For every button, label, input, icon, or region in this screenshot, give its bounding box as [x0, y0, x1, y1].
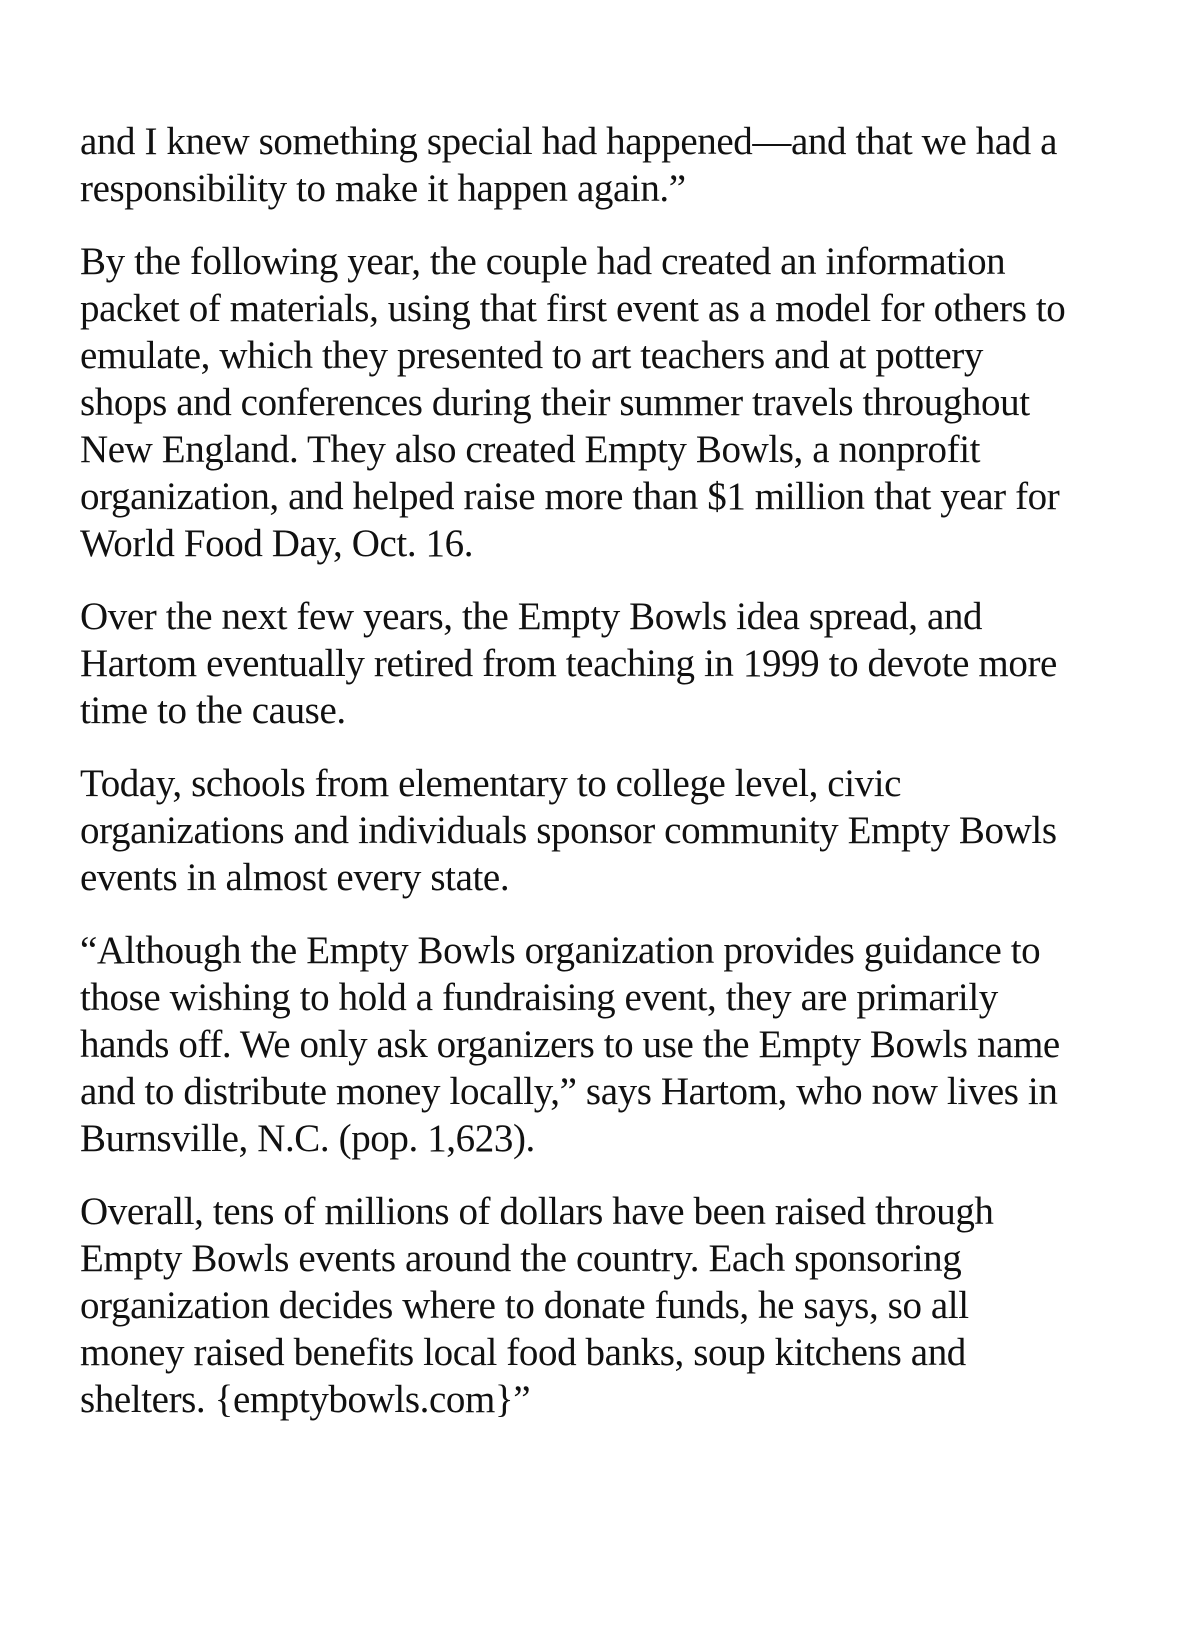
paragraph-2 [80, 238, 1140, 567]
paragraph-3 [80, 593, 1140, 734]
paragraph-1 [80, 118, 1140, 212]
text-line: Today, schools from elementary to college level, civic [80, 762, 902, 805]
text-line: shelters. {emptybowls.com}” [80, 1378, 531, 1421]
text-line: packet of materials, using that first event as a model for others to [80, 287, 1066, 330]
text-line: Burnsville, N.C. (pop. 1,623). [80, 1117, 535, 1160]
text-line: and to distribute money locally,” says Hartom, who now lives in [80, 1070, 1058, 1113]
text-line: organizations and individuals sponsor community Empty Bowls [80, 809, 1057, 852]
text-line: shops and conferences during their summer travels throughout [80, 381, 1030, 424]
text-line: Over the next few years, the Empty Bowls idea spread, and [80, 595, 983, 638]
text-line: New England. They also created Empty Bowls, a nonprofit [80, 428, 981, 471]
text-line: time to the cause. [80, 689, 346, 732]
text-line: emulate, which they presented to art teachers and at pottery [80, 334, 983, 377]
text-line: Empty Bowls events around the country. Each sponsoring [80, 1237, 962, 1280]
document-page [80, 118, 1140, 1449]
paragraph-5-quote [80, 927, 1140, 1162]
text-line: organization, and helped raise more than $1 million that year for [80, 475, 1060, 518]
text-line: responsibility to make it happen again.” [80, 167, 686, 210]
text-line: organization decides where to donate funds, he says, so all [80, 1284, 969, 1327]
text-line: and I knew something special had happened—and that we had a [80, 120, 1058, 163]
text-line: money raised benefits local food banks, soup kitchens and [80, 1331, 966, 1374]
text-line: those wishing to hold a fundraising event, they are primarily [80, 976, 998, 1019]
text-line: World Food Day, Oct. 16. [80, 522, 474, 565]
text-line: Hartom eventually retired from teaching in 1999 to devote more [80, 642, 1057, 685]
text-line: hands off. We only ask organizers to use the Empty Bowls name [80, 1023, 1060, 1066]
paragraph-6 [80, 1188, 1140, 1423]
text-line: By the following year, the couple had created an information [80, 240, 1006, 283]
paragraph-4 [80, 760, 1140, 901]
text-line: events in almost every state. [80, 856, 510, 899]
text-line: Overall, tens of millions of dollars have been raised through [80, 1190, 994, 1233]
text-line: “Although the Empty Bowls organization provides guidance to [80, 929, 1041, 972]
